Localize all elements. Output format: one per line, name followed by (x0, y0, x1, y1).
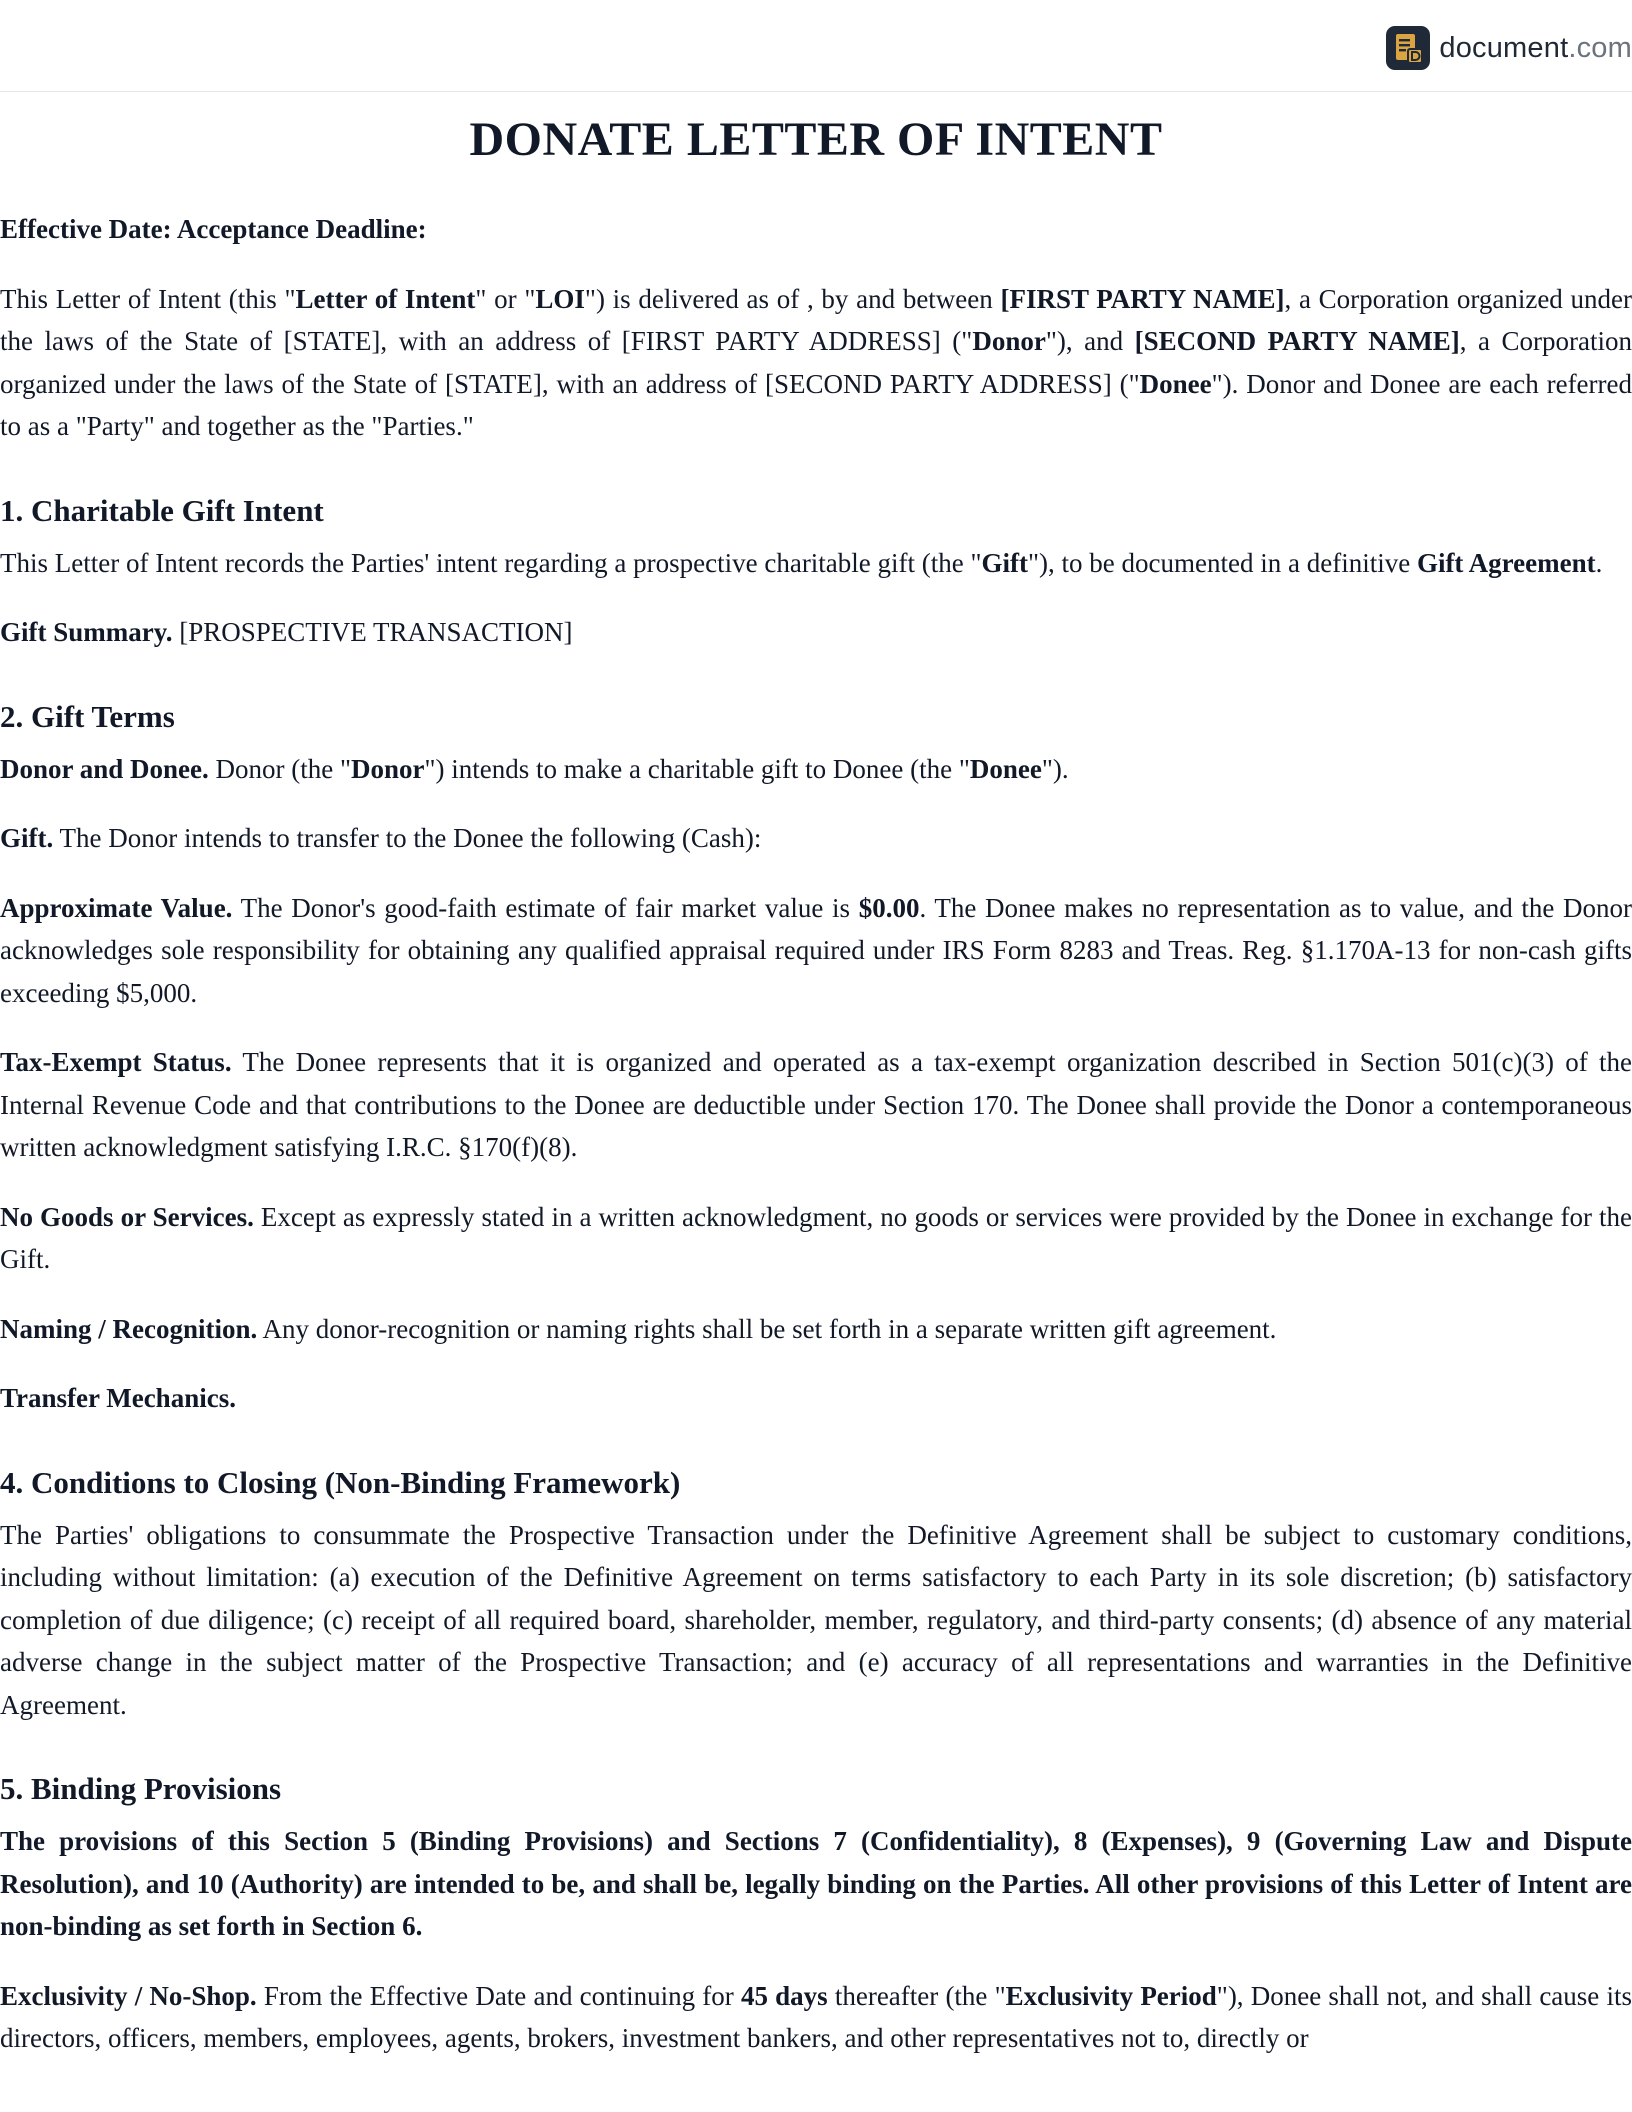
paragraph-text: Any donor-recognition or naming rights shall be set forth in a separate written gift agreement. (257, 1313, 1277, 1344)
paragraph-text: . The Donee makes no representation as to value, and the Donor acknowledges sole responsibility for obtaining any qualified appraisal required under IRS Form 8283 and Treas. Reg. §1.170A-13 for non-cash gifts exceeding $5,000. (0, 892, 1632, 1008)
paragraph-text: Donor (the " (208, 753, 352, 784)
intro-text: , a Corporation organized under the laws of the State of [STATE], with an address of [SECOND PARTY ADDRESS] (" (0, 326, 1632, 399)
clause-label: No Goods or Services. (0, 1201, 254, 1232)
paragraph-text: "), to be documented in a definitive (1028, 547, 1417, 578)
section-heading-1: 1. Charitable Gift Intent (0, 492, 324, 528)
effective-date-line (0, 208, 1632, 251)
conditions-paragraph: The Parties' obligations to consummate the Prospective Transaction under the Definitive Agreement shall be subject to customary conditions, including without limitation: (a) execution of the Definitive Agreement on terms satisfactory to each Party in its sole discretion; (b) satisfactory completion of due diligence; (c) receipt of all required board, shareholder, member, regulatory, and third-party consents; (d) absence of any material adverse change in the subject matter of the Prospective Transaction; and (e) accuracy of all representations and warranties in the Definitive Agreement. (0, 1519, 1632, 1720)
gift-summary-label: Gift Summary. (0, 617, 173, 647)
exclusivity-paragraph (0, 1975, 1632, 2060)
clause-label: Approximate Value. (0, 892, 233, 923)
section-heading-5: 5. Binding Provisions (0, 1771, 282, 1806)
exclusivity-days: 45 days (740, 1980, 828, 2011)
binding-provisions-text: The provisions of this Section 5 (Binding Provisions) and Sections 7 (Confidentiality), 8 (Expenses), 9 (Governing Law and Dispute Resolution), and 10 (Authority) are intended to be, and shall be, legally binding on the Parties. All other provisions of this Letter of Intent are non-binding as set forth in Section 6. (0, 1826, 1632, 1941)
defined-term: Donee (969, 753, 1042, 784)
intro-paragraph (0, 278, 1632, 448)
transfer-mechanics-paragraph (0, 1377, 1632, 1420)
header-bar (0, 0, 1632, 92)
document-title: DONATE LETTER OF INTENT (469, 113, 1163, 166)
clause-label: Tax-Exempt Status. (0, 1047, 232, 1077)
clause-label: Exclusivity / No-Shop. (0, 1980, 257, 2011)
clause-label: Transfer Mechanics. (0, 1383, 236, 1413)
defined-term: Exclusivity Period (1005, 1980, 1217, 2011)
defined-term: Gift Agreement (1416, 547, 1596, 578)
tax-exempt-paragraph (0, 1041, 1632, 1169)
defined-term: Gift (981, 547, 1029, 578)
paragraph-text: The Donor's good-faith estimate of fair market value is (232, 892, 859, 923)
document-body (0, 110, 1632, 2060)
brand-logo[interactable] (1386, 26, 1632, 70)
no-goods-paragraph (0, 1196, 1632, 1281)
section-heading-4: 4. Conditions to Closing (Non-Binding Framework) (0, 1464, 681, 1500)
paragraph-text: thereafter (the " (827, 1980, 1006, 2011)
clause-label: Gift. (0, 823, 54, 853)
section-heading-2: 2. Gift Terms (0, 698, 175, 734)
first-party-name: [FIRST PARTY NAME] (1000, 283, 1285, 314)
intro-text: "). Donor and Donee are each referred to as a "Party" and together as the "Parties." (0, 368, 1632, 441)
gift-summary-paragraph (0, 611, 1632, 654)
intro-term: Donee (1139, 368, 1212, 399)
intro-text: ") is delivered as of , by and between (584, 283, 1001, 314)
document-logo-icon (1386, 26, 1430, 70)
intro-term: Donor (972, 326, 1046, 356)
clause-label: Donor and Donee. (0, 753, 209, 784)
paragraph-text: "). (1041, 753, 1069, 784)
gift-paragraph (0, 817, 1632, 860)
brand-name-tld: .com (1568, 31, 1632, 64)
binding-provisions-paragraph (0, 1820, 1632, 1948)
intro-text: " or " (475, 283, 536, 314)
gift-value: $0.00 (858, 892, 920, 923)
intro-text: This Letter of Intent (this " (0, 283, 296, 314)
defined-term: Donor (351, 753, 425, 784)
clause-label: Naming / Recognition. (0, 1313, 258, 1344)
brand-name-main: document (1439, 31, 1569, 64)
effective-date-label: Effective Date: Acceptance Deadline: (0, 214, 427, 244)
approximate-value-paragraph (0, 887, 1632, 1015)
paragraph-text: "), Donee shall not, and shall cause its directors, officers, members, employees, agents, brokers, investment bankers, and other representatives not to, directly or (0, 1980, 1632, 2053)
brand-name (1439, 32, 1632, 65)
naming-paragraph (0, 1308, 1632, 1351)
donor-donee-paragraph (0, 748, 1632, 791)
paragraph-text: Except as expressly stated in a written acknowledgment, no goods or services were provided by the Donee in exchange for the Gift. (0, 1201, 1632, 1274)
gift-summary-value: [PROSPECTIVE TRANSACTION] (172, 617, 573, 647)
intro-text: , a Corporation organized under the laws of the State of [STATE], with an address of [FIRST PARTY ADDRESS] (" (0, 283, 1632, 356)
second-party-name: [SECOND PARTY NAME] (1134, 326, 1460, 356)
gift-intent-paragraph (0, 542, 1632, 585)
paragraph-text: . (1595, 547, 1603, 578)
intro-term: LOI (535, 283, 585, 314)
paragraph-text: The Donor intends to transfer to the Donee the following (Cash): (53, 823, 762, 853)
paragraph-text: This Letter of Intent records the Parties' intent regarding a prospective charitable gift (the " (0, 547, 982, 578)
paragraph-text: From the Effective Date and continuing for (256, 1980, 741, 2011)
intro-text: "), and (1045, 326, 1135, 356)
intro-term: Letter of Intent (295, 283, 476, 314)
paragraph-text: The Donee represents that it is organized and operated as a tax-exempt organization described in Section 501(c)(3) of the Internal Revenue Code and that contributions to the Donee are deductible under Section 170. The Donee shall provide the Donor a contemporaneous written acknowledgment satisfying I.R.C. §170(f)(8). (0, 1047, 1632, 1162)
paragraph-text: ") intends to make a charitable gift to Donee (the " (424, 753, 970, 784)
